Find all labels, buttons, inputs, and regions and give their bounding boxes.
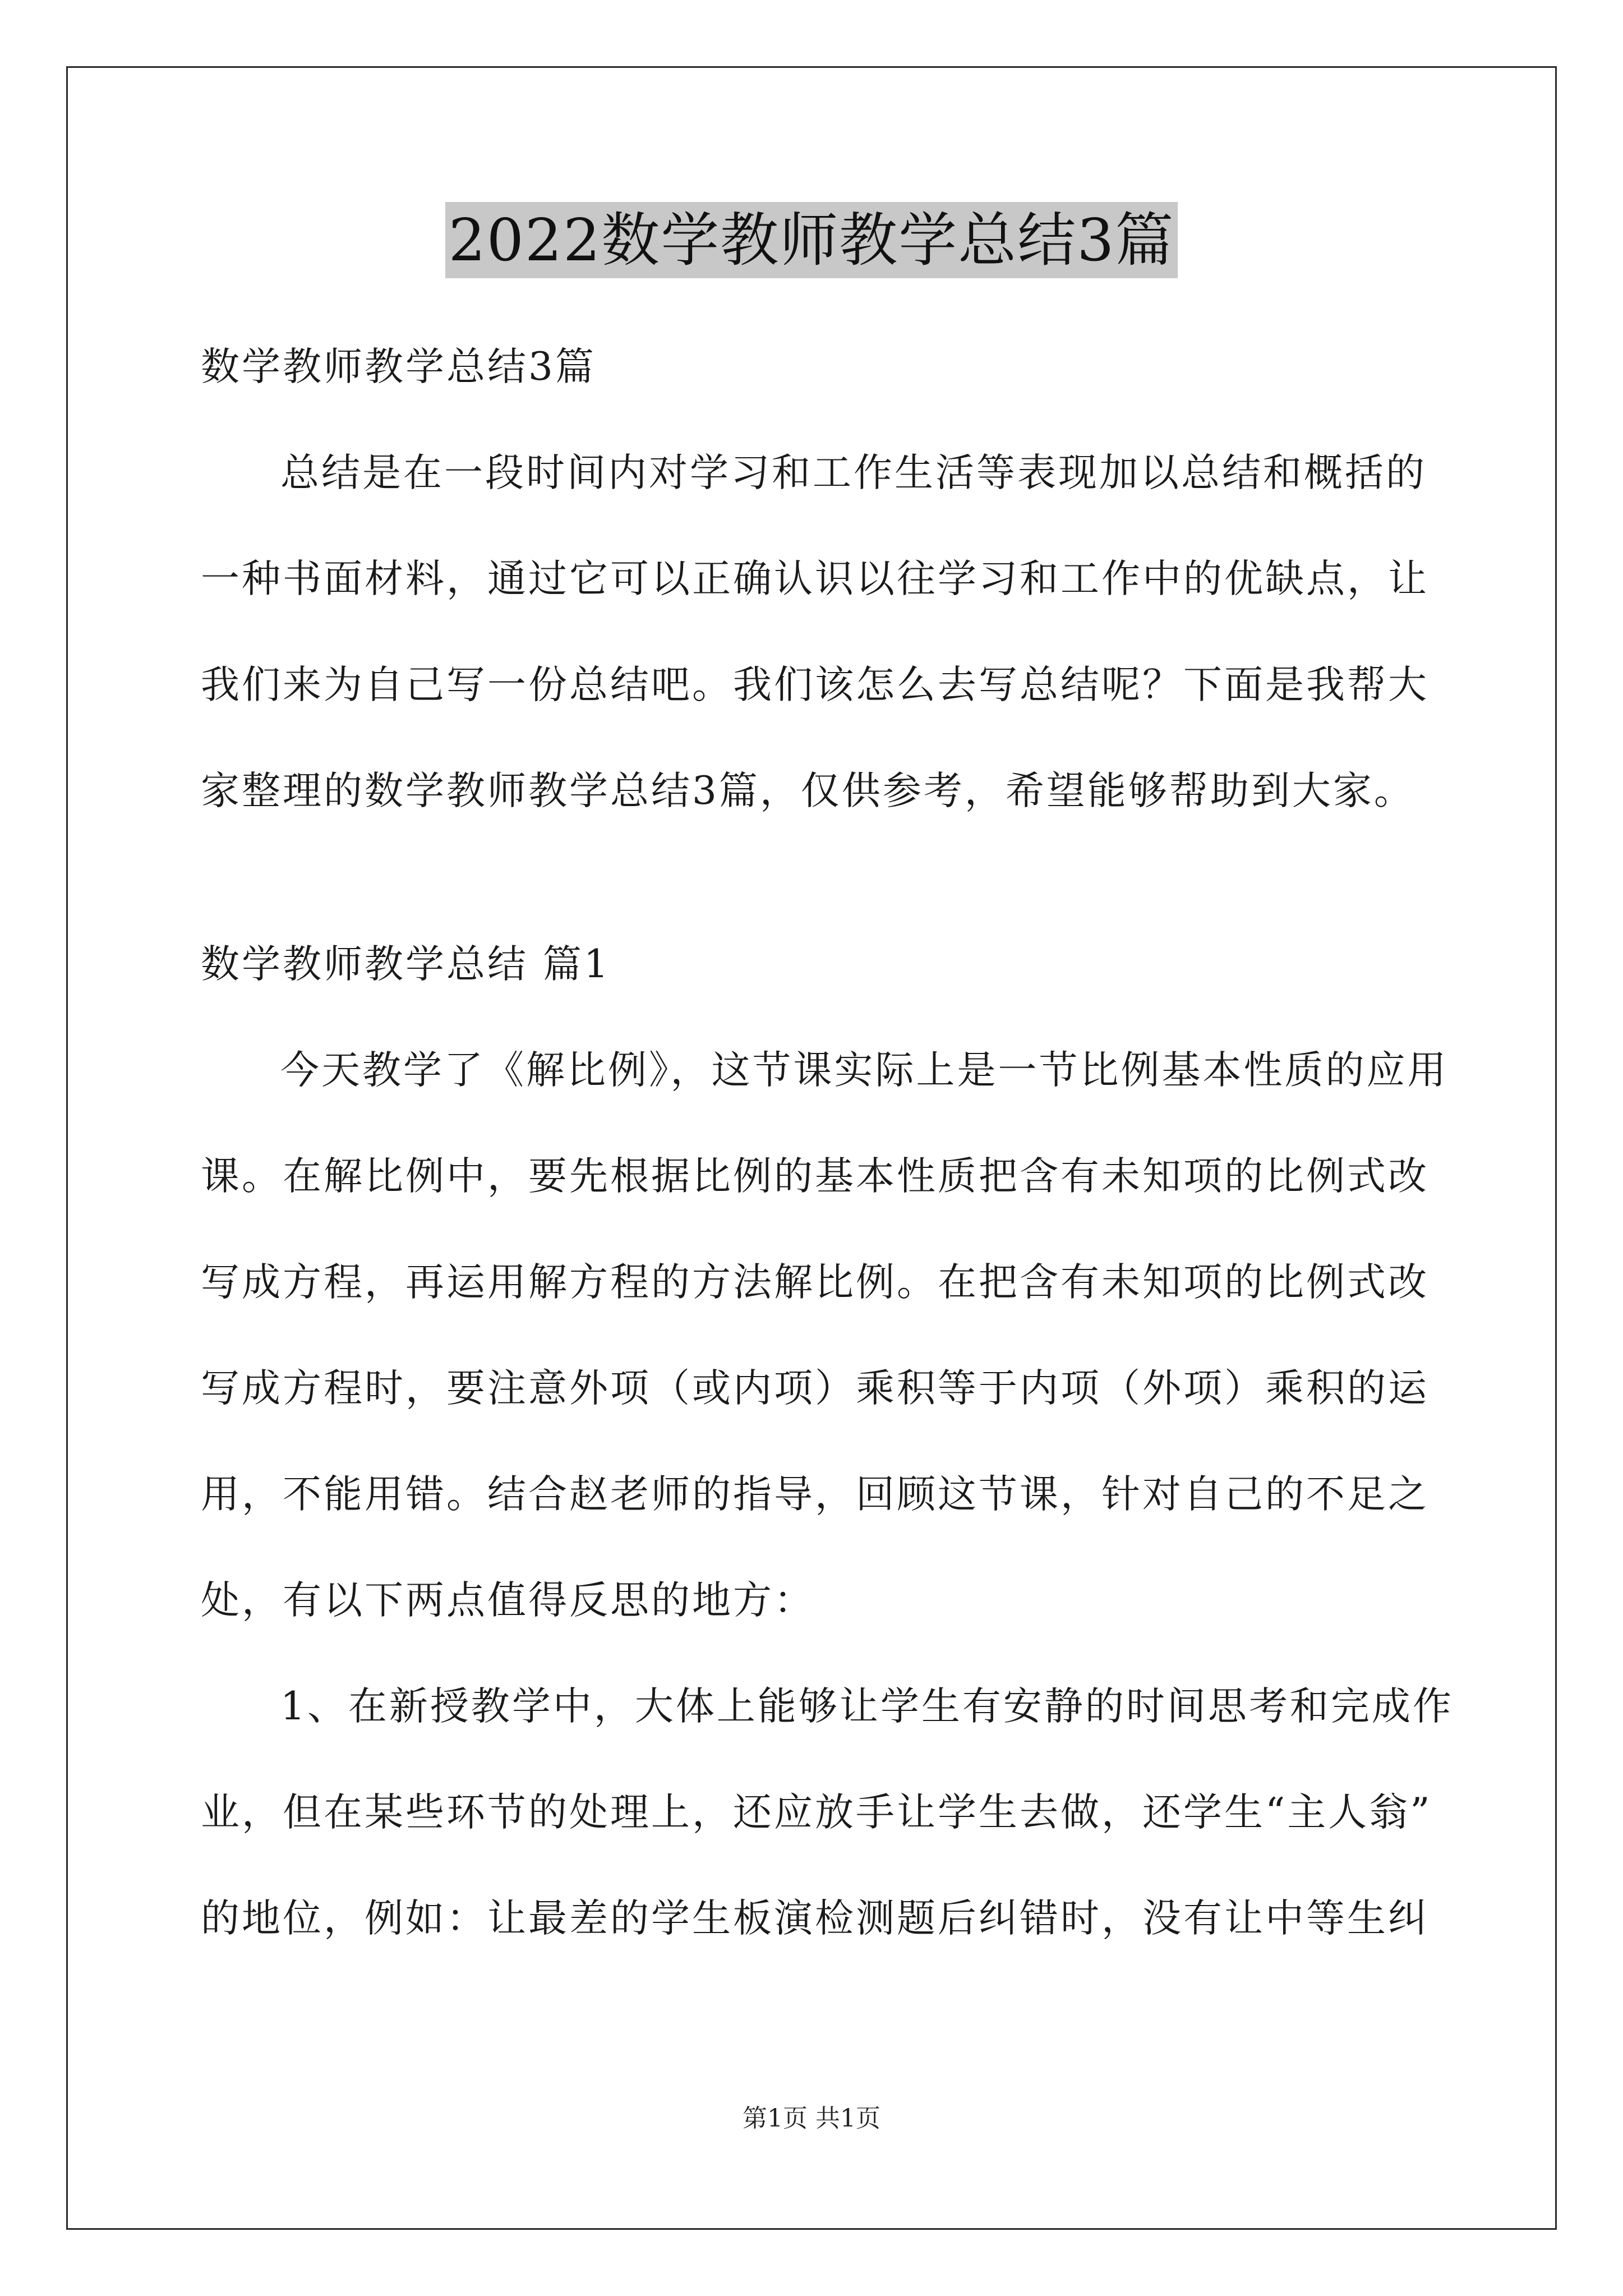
paragraph-line: 今天教学了《解比例》，这节课实际上是一节比例基本性质的应用 <box>280 1048 1449 1093</box>
paragraph-line: 写成方程，再运用解方程的方法解比例。在把含有未知项的比例式改 <box>201 1260 1429 1305</box>
paragraph-line: 课。在解比例中，要先根据比例的基本性质把含有未知项的比例式改 <box>201 1154 1429 1199</box>
paragraph-line: 写成方程时，要注意外项（或内项）乘积等于内项（外项）乘积的运 <box>201 1366 1429 1411</box>
intro-line: 家整理的数学教师教学总结3篇，仅供参考，希望能够帮助到大家。 <box>201 769 1415 813</box>
section-gap <box>201 844 1437 912</box>
subtitle: 数学教师教学总结3篇 <box>201 344 596 389</box>
page-footer: 第1页 共1页 <box>743 2104 880 2133</box>
paragraph-line: 的地位，例如：让最差的学生板演检测题后纠错时，没有让中等生纠 <box>201 1896 1429 1941</box>
paragraph-line: 用，不能用错。结合赵老师的指导，回顾这节课，针对自己的不足之 <box>201 1472 1429 1517</box>
section-heading: 数学教师教学总结 篇1 <box>201 942 611 987</box>
document-body <box>201 314 1454 1972</box>
paragraph-line: 业，但在某些环节的处理上，还应放手让学生去做，还学生“主人翁” <box>201 1790 1432 1835</box>
paragraph-line: 1、在新授教学中，大体上能够让学生有安静的时间思考和完成作 <box>280 1684 1454 1729</box>
document-title: 2022数学教师教学总结3篇 <box>445 202 1178 278</box>
title-container <box>0 202 1623 278</box>
intro-line: 总结是在一段时间内对学习和工作生活等表现加以总结和概括的 <box>280 450 1427 495</box>
intro-line: 一种书面材料，通过它可以正确认识以往学习和工作中的优缺点，让 <box>201 556 1429 601</box>
intro-line: 我们来为自己写一份总结吧。我们该怎么去写总结呢？下面是我帮大 <box>201 662 1429 707</box>
paragraph-line: 处，有以下两点值得反思的地方： <box>201 1578 815 1623</box>
